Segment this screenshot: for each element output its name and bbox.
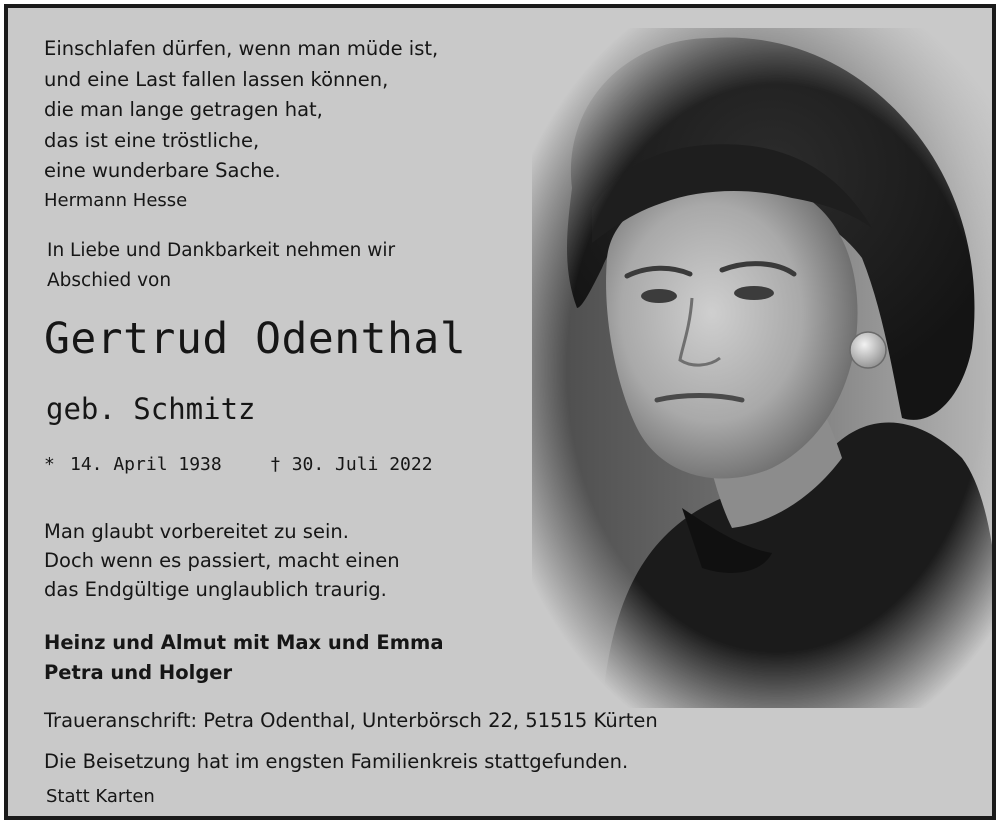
burial-note: Die Beisetzung hat im engsten Familienkreis stattgefunden. xyxy=(44,750,629,773)
mourning-quote xyxy=(44,517,400,604)
death-date: 30. Juli 2022 xyxy=(291,454,433,475)
mourning-address: Traueranschrift: Petra Odenthal, Unterbörsch 22, 51515 Kürten xyxy=(44,709,658,732)
cards-note: Statt Karten xyxy=(46,786,155,807)
quote-line: Doch wenn es passiert, macht einen xyxy=(44,549,400,572)
poem-line: Einschlafen dürfen, wenn man müde ist, xyxy=(44,37,439,60)
family-line: Petra und Holger xyxy=(44,661,233,684)
portrait-photo xyxy=(532,28,996,708)
birth-symbol: * xyxy=(44,454,55,475)
family-line: Heinz und Almut mit Max und Emma xyxy=(44,631,444,654)
death-symbol: † xyxy=(270,454,281,475)
obituary-card xyxy=(4,4,996,820)
poem-line: das ist eine tröstliche, xyxy=(44,128,260,152)
intro-line: In Liebe und Dankbarkeit nehmen wir xyxy=(47,240,396,261)
poem-author: Hermann Hesse xyxy=(44,190,188,211)
quote-line: Man glaubt vorbereitet zu sein. xyxy=(44,520,349,543)
intro-text xyxy=(47,236,395,296)
birth-date: 14. April 1938 xyxy=(70,454,222,475)
intro-line: Abschied von xyxy=(47,270,172,291)
poem-line: eine wunderbare Sache. xyxy=(44,159,281,182)
birth-name: geb. Schmitz xyxy=(46,392,256,426)
poem-line: die man lange getragen hat, xyxy=(44,98,323,121)
quote-line: das Endgültige unglaublich traurig. xyxy=(44,578,387,601)
poem-line: und eine Last fallen lassen können, xyxy=(44,67,389,91)
life-dates xyxy=(44,454,433,475)
poem xyxy=(44,34,438,187)
deceased-name: Gertrud Odenthal xyxy=(44,314,467,364)
family-signature xyxy=(44,628,444,688)
